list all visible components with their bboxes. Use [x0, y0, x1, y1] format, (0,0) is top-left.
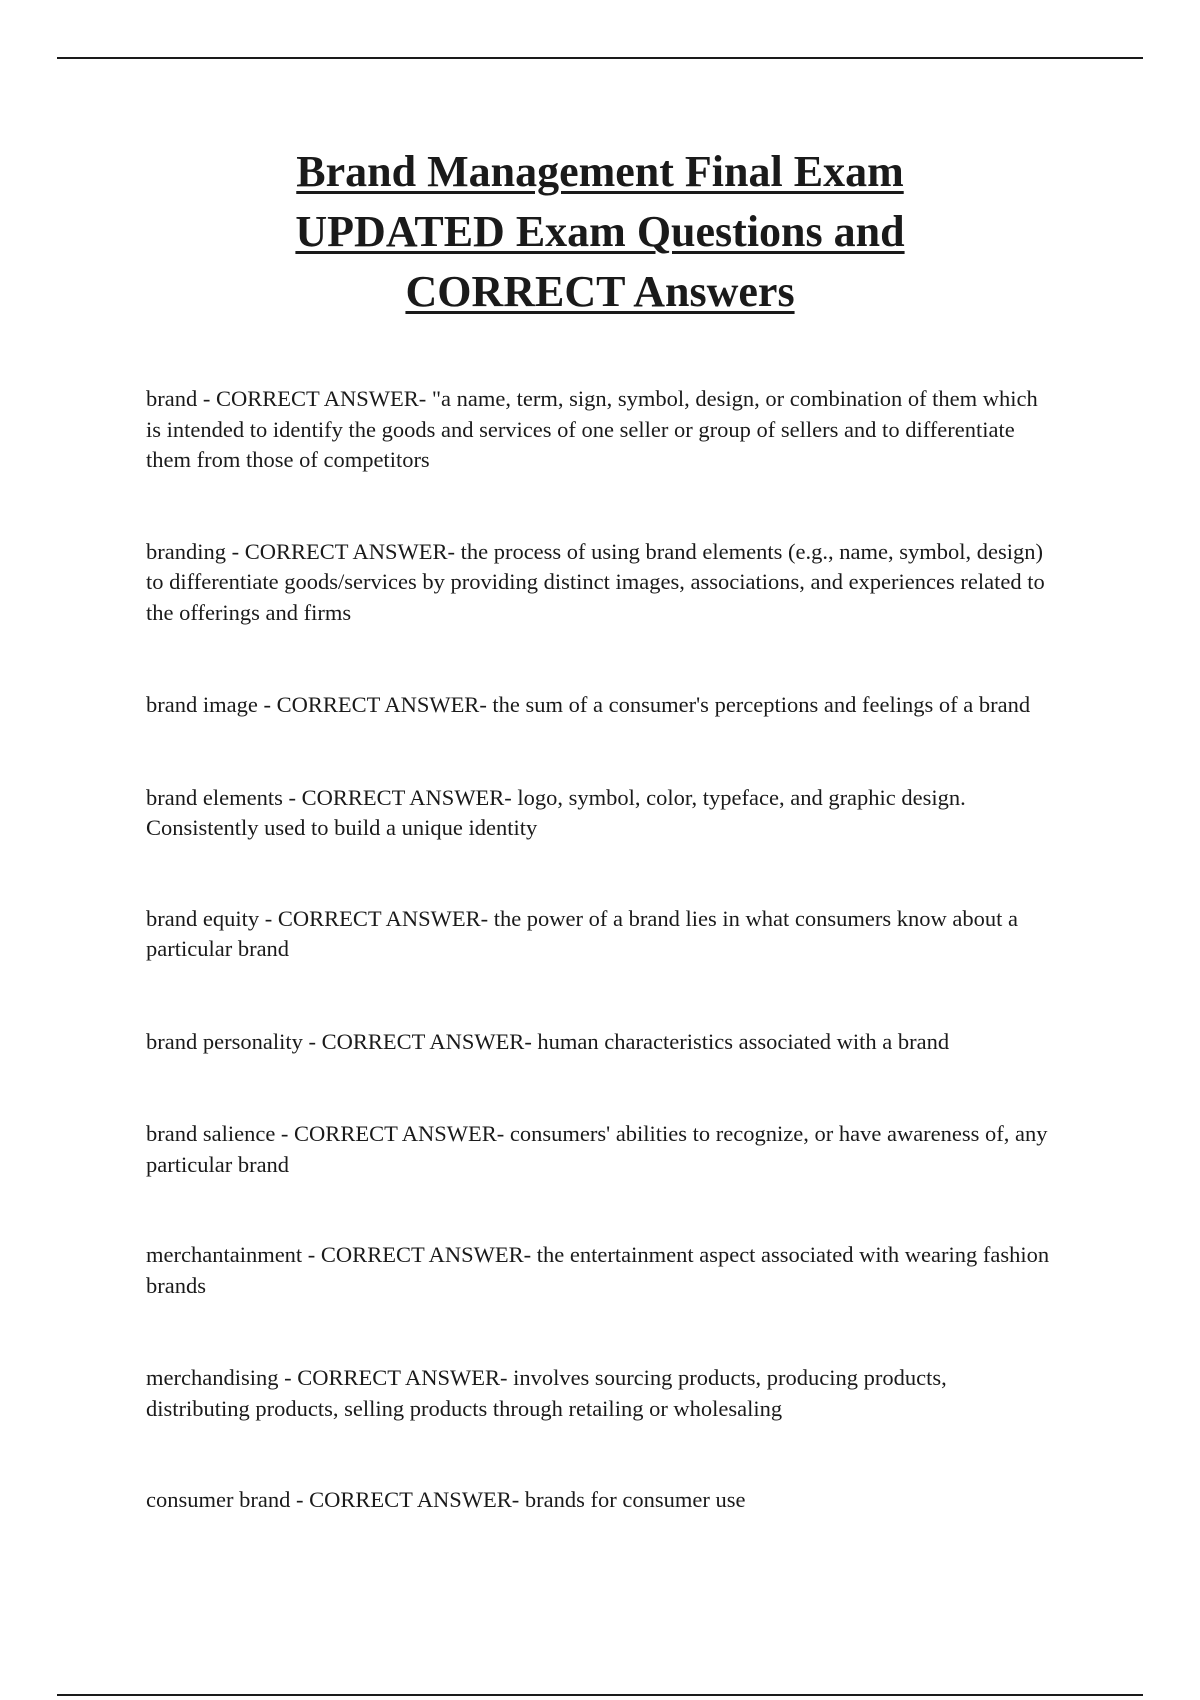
title-line-3: CORRECT Answers [405, 267, 795, 316]
qa-entry-merchantainment: merchantainment - CORRECT ANSWER- the entertainment aspect associated with wearing fashion brands [146, 1242, 1050, 1298]
qa-list [146, 384, 1056, 1516]
qa-entry-brand: brand - CORRECT ANSWER- "a name, term, sign, symbol, design, or combination of them which is intended to identify the goods and services of one seller or group of sellers and to differentiate them from those of competitors [146, 386, 1038, 472]
qa-entry-brand-personality: brand personality - CORRECT ANSWER- human characteristics associated with a brand [146, 1028, 950, 1054]
qa-entry-consumer-brand: consumer brand - CORRECT ANSWER- brands for consumer use [146, 1487, 746, 1512]
top-divider [57, 57, 1143, 59]
qa-entry-merchandising: merchandising - CORRECT ANSWER- involves sourcing products, producing products, distributing products, selling products through retailing or wholesaling [146, 1365, 947, 1421]
bottom-divider [57, 1694, 1143, 1696]
page-title [0, 142, 1200, 322]
qa-entry-brand-equity: brand equity - CORRECT ANSWER- the power of a brand lies in what consumers know about a particular brand [146, 905, 1018, 961]
qa-entry-branding: branding - CORRECT ANSWER- the process of using brand elements (e.g., name, symbol, design) to differentiate goods/services by providing distinct images, associations, and experiences related to the offerings and firms [146, 538, 1045, 625]
qa-entry-brand-salience: brand salience - CORRECT ANSWER- consumers' abilities to recognize, or have awareness of, any particular brand [146, 1121, 1048, 1177]
qa-entry-brand-elements: brand elements - CORRECT ANSWER- logo, symbol, color, typeface, and graphic design. Consistently used to build a unique identity [146, 784, 966, 840]
title-line-1: Brand Management Final Exam [296, 147, 904, 196]
title-line-2: UPDATED Exam Questions and [295, 207, 905, 256]
qa-entry-brand-image: brand image - CORRECT ANSWER- the sum of a consumer's perceptions and feelings of a brand [146, 692, 1031, 717]
